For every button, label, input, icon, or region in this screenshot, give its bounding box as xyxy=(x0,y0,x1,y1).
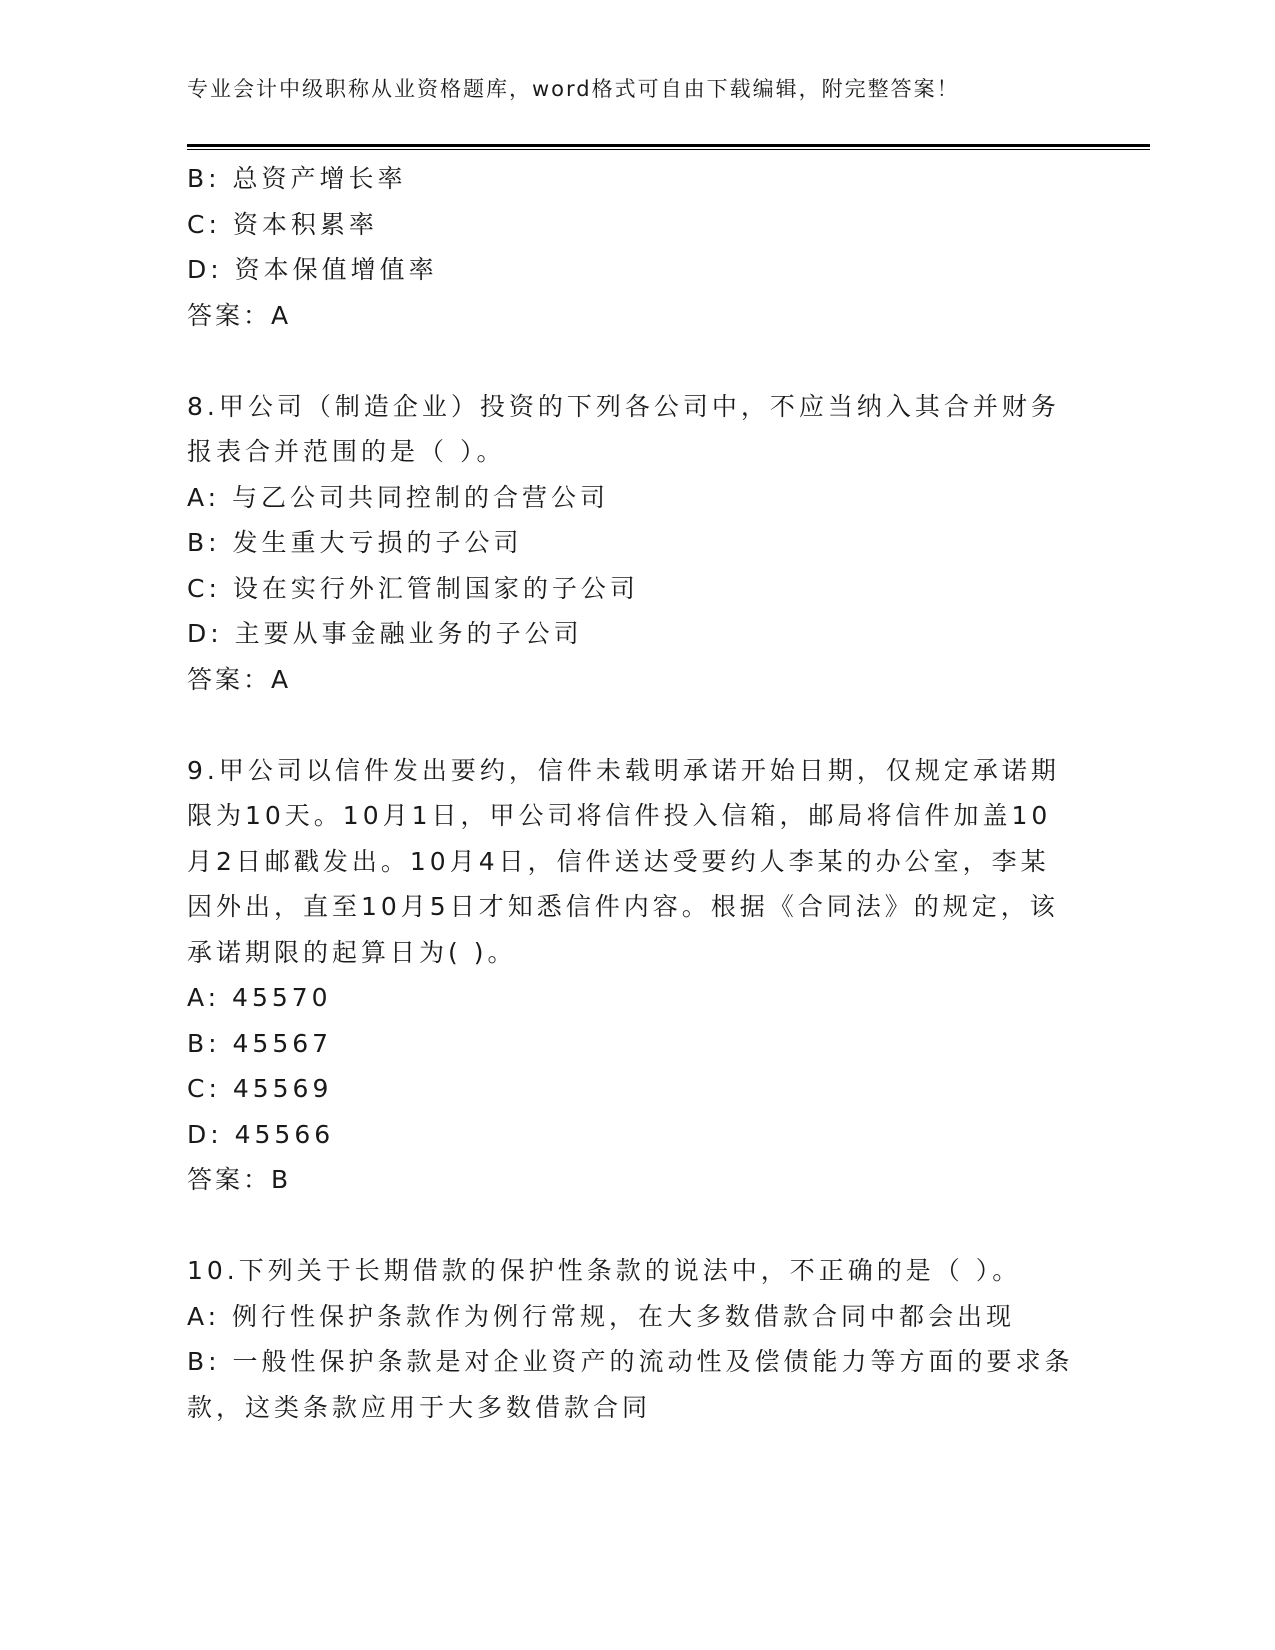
question-8-option-b: B: 发生重大亏损的子公司 xyxy=(187,528,523,557)
question-9-option-b: B: 45567 xyxy=(187,1028,333,1058)
spacer xyxy=(187,1203,1067,1249)
option-d: D: 资本保值增值率 xyxy=(187,255,438,284)
option-b: B: 总资产增长率 xyxy=(187,164,407,193)
question-10-option-b-line-2: 款，这类条款应用于大多数借款合同 xyxy=(187,1392,652,1422)
question-content xyxy=(187,156,1074,1430)
answer-line: 答案：A xyxy=(187,300,292,330)
question-9-stem-line-5: 承诺期限的起算日为( )。 xyxy=(187,937,517,967)
question-9-answer: 答案：B xyxy=(187,1165,292,1194)
question-9-stem-line-2: 限为10天。10月1日，甲公司将信件投入信箱，邮局将信件加盖10 xyxy=(187,801,1052,830)
question-10-stem: 10.下列关于长期借款的保护性条款的说法中，不正确的是（ ）。 xyxy=(187,1256,1022,1285)
header-rule xyxy=(187,144,1150,147)
question-9-stem-line-4: 因外出，直至10月5日才知悉信件内容。根据《合同法》的规定，该 xyxy=(187,892,1059,921)
question-9-stem-line-1: 9.甲公司以信件发出要约，信件未载明承诺开始日期，仅规定承诺期 xyxy=(187,755,1060,785)
question-8-stem-line-2: 报表合并范围的是（ ）。 xyxy=(187,437,506,466)
question-9-option-c: C: 45569 xyxy=(187,1074,333,1103)
question-8-option-c: C: 设在实行外汇管制国家的子公司 xyxy=(187,573,639,603)
header-rule-thin xyxy=(187,149,1150,150)
spacer xyxy=(187,338,1067,384)
page-header: 专业会计中级职称从业资格题库，word格式可自由下载编辑，附完整答案！ xyxy=(187,77,960,101)
question-9-option-d: D: 45566 xyxy=(187,1119,335,1149)
spacer xyxy=(187,702,1067,748)
question-10-option-b-line-1: B: 一般性保护条款是对企业资产的流动性及偿债能力等方面的要求条 xyxy=(187,1347,1074,1376)
question-9-stem-line-3: 月2日邮戳发出。10月4日，信件送达受要约人李某的办公室，李某 xyxy=(187,846,1050,876)
option-c: C: 资本积累率 xyxy=(187,209,378,239)
question-8-stem-line-1: 8.甲公司（制造企业）投资的下列各公司中，不应当纳入其合并财务 xyxy=(187,391,1060,421)
question-9-option-a: A: 45570 xyxy=(187,983,332,1012)
question-8-option-d: D: 主要从事金融业务的子公司 xyxy=(187,619,583,648)
question-8-option-a: A: 与乙公司共同控制的合营公司 xyxy=(187,482,610,512)
question-10-option-a: A: 例行性保护条款作为例行常规，在大多数借款合同中都会出现 xyxy=(187,1301,1016,1331)
question-8-answer: 答案：A xyxy=(187,664,292,694)
